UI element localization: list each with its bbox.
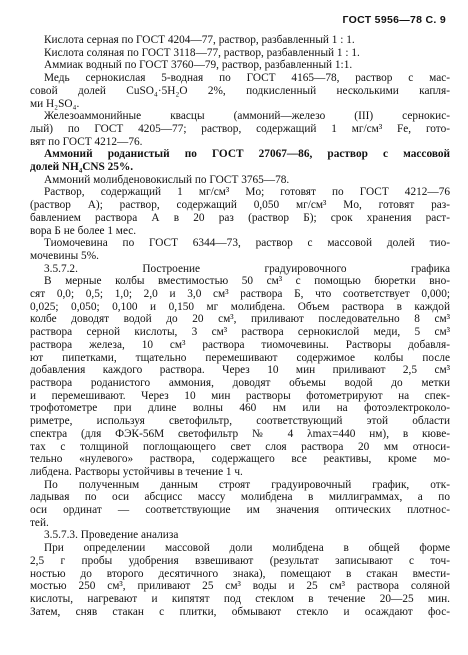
text-line: тах с толщиной поглощающего свет слоя раствора 20 мм относи- — [30, 440, 450, 453]
text-line: вора Б не более 1 мес. — [30, 224, 137, 237]
text-line: трофотометре при длине волны 460 нм или на фотоэлектроколо- — [30, 402, 450, 415]
text-line: бавлением раствора А в 20 раз (раствор Б); срок хранения раст- — [30, 211, 450, 224]
text-line: ладывая по оси абсцисс массу молибдена в миллиграммах, а по — [30, 491, 450, 504]
paragraph — [30, 237, 450, 262]
paragraph — [30, 263, 450, 479]
text-line: 2,5 г пробы удобрения взвешивают (результат записывают с точ- — [30, 554, 450, 567]
text-line: колбе доводят водой до 20 см³, приливают последовательно 8 см³ — [30, 313, 450, 326]
text-line: По полученным данным строят градуировочный график, отк- — [44, 478, 450, 491]
text-line: Аммиак водный по ГОСТ 3760—79, раствор, разбавленный 1:1. — [44, 59, 353, 72]
text-line: Раствор, содержащий 1 мг/см³ Mo; готовят по ГОСТ 4212—76 — [44, 186, 450, 199]
text-line: долей NH₄CNS 25%. — [30, 161, 134, 174]
paragraph — [30, 529, 450, 542]
paragraph — [30, 110, 450, 148]
text-line: кислоты, нагревают и кипятят под стеклом в течение 20—25 мин. — [30, 592, 450, 605]
paragraph — [30, 34, 450, 110]
text-line: риметре, используя светофильтр, соответствующий этой области — [30, 415, 450, 428]
text-line: сят 0,0; 0,5; 1,0; 2,0 и 3,0 см³ раствора Б, что соответствует 0,000; — [30, 288, 450, 301]
text-line: (раствор А); раствор, содержащий 0,050 мг/см³ Mo, готовят раз- — [30, 199, 450, 212]
text-line: ют пипетками, тщательно перемешивают содержимое колбы после — [30, 351, 450, 364]
text-line: Железоаммонийные квасцы (аммоний—железо (III) сернокис- — [44, 110, 450, 123]
text-line: Аммоний роданистый по ГОСТ 27067—86, раствор с массовой — [44, 148, 450, 161]
text-line: ми H₂SO₄. — [30, 97, 80, 110]
text-line: 3.5.7.3. Проведение анализа — [44, 529, 179, 542]
text-line: и перемешивают. Через 10 мин растворы фотометрируют на спек- — [30, 389, 450, 402]
text-line: Медь сернокислая 5-водная по ГОСТ 4165—78, раствор с мас- — [44, 72, 450, 85]
text-line: раствора роданистого аммония, доводят объемы водой до метки — [30, 376, 450, 389]
document-body — [30, 34, 450, 618]
text-line: Затем, сняв стакан с плитки, обмывают стекло и осаждают фос- — [30, 605, 450, 618]
text-line: мостью 250 см³, приливают 25 см³ воды и 25 см³ раствора соляной — [30, 580, 450, 593]
paragraph — [30, 186, 450, 237]
text-line: тельно «нулевого» раствора, содержащего все реактивы, кроме мо- — [30, 453, 450, 466]
page-header: ГОСТ 5956—78 С. 9 — [342, 14, 446, 26]
text-line: Кислота серная по ГОСТ 4204—77, раствор, разбавленный 1 : 1. — [44, 34, 355, 46]
text-line: раствора серной кислоты, 3 см³ раствора сернокислой меди, 5 см³ — [30, 326, 450, 339]
paragraph — [30, 479, 450, 530]
paragraph — [30, 148, 450, 173]
paragraph — [30, 174, 450, 187]
text-line: оси ординат — соответствующие им значения оптических плотнос- — [30, 504, 450, 517]
text-line: В мерные колбы вместимостью 50 см³ с помощью бюретки вно- — [44, 275, 450, 288]
text-line: При определении массовой доли молибдена в общей форме — [44, 542, 450, 555]
text-line: Кислота соляная по ГОСТ 3118—77, раствор, разбавленный 1 : 1. — [44, 46, 360, 59]
text-line: 3.5.7.2. Построение градуировочного графика — [44, 262, 450, 275]
text-line: либдена. Растворы устойчивы в течение 1 ч. — [30, 465, 243, 478]
text-line: 0,025; 0,050; 0,100 и 0,150 мг молибдена. Объем раствора в каждой — [30, 300, 450, 313]
paragraph — [30, 542, 450, 618]
text-line: раствора железа, 10 см³ раствора тиомочевины. Растворы добавля- — [30, 338, 450, 351]
text-line: добавления каждого раствора. Через 10 мин приливают 2,5 см³ — [30, 364, 450, 377]
text-line: ностью до второго десятичного знака), помещают в стакан вмести- — [30, 567, 450, 580]
text-line: тей. — [30, 516, 49, 529]
text-line: совой долей CuSO₄·5H₂O 2%, подкисленный несколькими капля- — [30, 84, 450, 97]
text-line: Аммоний молибденовокислый по ГОСТ 3765—78. — [44, 173, 290, 186]
text-line: мочевины 5%. — [30, 249, 99, 262]
text-line: лый) по ГОСТ 4205—77; раствор, содержащий 1 мг/см³ Fe, гото- — [30, 122, 450, 135]
text-line: спектра (для ФЭК-56М светофильтр № 4 λmax=440 нм), в кюве- — [30, 427, 450, 440]
text-line: Тиомочевина по ГОСТ 6344—73, раствор с массовой долей тио- — [44, 237, 450, 250]
text-line: вят по ГОСТ 4212—76. — [30, 135, 143, 148]
